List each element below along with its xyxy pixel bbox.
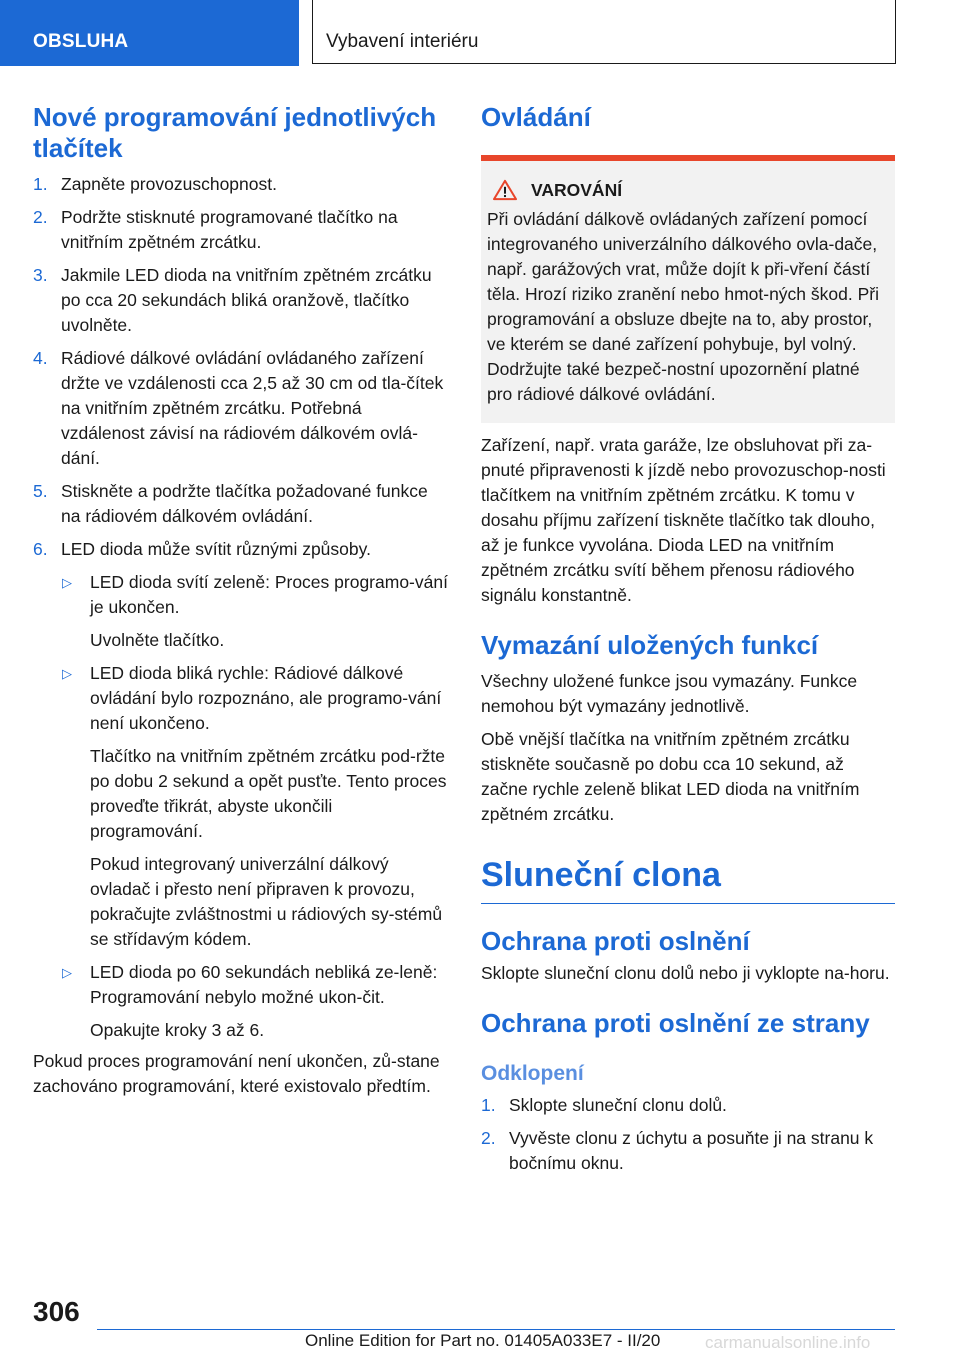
list-item (33, 537, 448, 1043)
glare-paragraph: Sklopte sluneční clonu dolů nebo ji vyklopte na‐horu. (481, 963, 890, 983)
list-item (61, 570, 448, 653)
led-states-list (61, 570, 448, 1043)
list-item (33, 479, 448, 529)
heading-sun-visor: Sluneční clona (481, 856, 721, 894)
heading-glare-protection: Ochrana proti oslnění (481, 926, 750, 956)
step-number: 4. (33, 348, 48, 368)
list-item (33, 346, 448, 471)
step-number: 1. (481, 1095, 496, 1115)
list-item (481, 1126, 895, 1176)
step-number: 6. (33, 539, 48, 559)
step-number: 2. (481, 1128, 496, 1148)
left-column (33, 102, 448, 1099)
list-item (61, 661, 448, 952)
step-text: Zapněte provozuschopnost. (61, 174, 277, 194)
sub-paragraph: Opakujte kroky 3 až 6. (90, 1020, 265, 1040)
control-paragraph: Zařízení, např. vrata garáže, lze obsluhovat při za‐pnuté připravenosti k jízdě nebo provozuschop‐nosti tlačítkem na vnitřním zpětném zrcátku. K tomu v dosahu příjmu zařízení tiskněte tlačítko tak dlouho, až je funkce vyvolána. Dioda LED na vnitřním zpětném zrcátku svítí během přenosu rádiového signálu konstantně. (481, 435, 886, 605)
step-number: 3. (33, 265, 48, 285)
warning-box (481, 161, 895, 423)
step-number: 1. (33, 174, 48, 194)
section-divider (481, 903, 895, 904)
warning-text: Při ovládání dálkově ovládaných zařízení pomocí integrovaného univerzálního dálkového ovla‐dače, např. garážových vrat, může dojít k při‐vření částí těla. Hrozí riziko zranění nebo hmot‐ných škod. Při programování a obsluze dbejte na to, aby prostor, ve kterém se dané zařízení pohybuje, byl volný. Dodržujte také bezpeč‐nostní upozornění platné pro rádiové dálkové ovládání. (487, 209, 879, 404)
heading-control: Ovládání (481, 102, 591, 132)
step-number: 2. (33, 207, 48, 227)
triangle-bullet-icon: ▷ (62, 666, 72, 681)
section-tab: OBSLUHA (0, 0, 299, 66)
step-text: Podržte stisknuté programované tlačítko na vnitřním zpětném zrcátku. (61, 207, 398, 252)
page-header (0, 0, 960, 68)
heading-side-glare: Ochrana proti oslnění ze strany (481, 1008, 870, 1038)
warning-label: VAROVÁNÍ (531, 179, 623, 200)
triangle-bullet-icon: ▷ (62, 575, 72, 590)
right-column (481, 102, 895, 1184)
step-text: Sklopte sluneční clonu dolů. (509, 1095, 727, 1115)
heading-reprogram-buttons: Nové programování jednotlivých tlačítek (33, 102, 437, 163)
step-text: Stiskněte a podržte tlačítka požadované funkce na rádiovém dálkovém ovládání. (61, 481, 428, 526)
step-text: Jakmile LED dioda na vnitřním zpětném zrcátku po cca 20 sekundách bliká oranžově, tlačítko uvolněte. (61, 265, 432, 335)
edition-info: Online Edition for Part no. 01405A033E7 - II/20 (305, 1331, 661, 1350)
list-item (33, 263, 448, 338)
delete-paragraph-2: Obě vnější tlačítka na vnitřním zpětném zrcátku stiskněte současně po dobu cca 10 sekund, až začne rychle zeleně blikat LED dioda na vnitřním zpětném zrcátku. (481, 729, 860, 824)
closing-paragraph: Pokud proces programování není ukončen, zů‐stane zachováno programování, které existovalo předtím. (33, 1051, 440, 1096)
list-item (33, 172, 448, 197)
sub-text: LED dioda po 60 sekundách nebliká ze‐leně: Programování nebylo možné ukon‐čit. (90, 962, 438, 1007)
list-item (61, 960, 448, 1043)
sub-text: LED dioda svítí zeleně: Proces programo‐vání je ukončen. (90, 572, 448, 617)
list-item (481, 1093, 895, 1118)
heading-delete-functions: Vymazání uložených funkcí (481, 630, 819, 660)
sub-text: LED dioda bliká rychle: Rádiové dálkové ovládání bylo rozpoznáno, ale programo‐vání není ukončeno. (90, 663, 442, 733)
page-number: 306 (33, 1296, 80, 1327)
step-text: LED dioda může svítit různými způsoby. (61, 539, 371, 559)
step-text: Vyvěste clonu z úchytu a posuňte ji na stranu k bočnímu oknu. (509, 1128, 874, 1173)
delete-paragraph-1: Všechny uložené funkce jsou vymazány. Funkce nemohou být vymazány jednotlivě. (481, 671, 858, 716)
sub-paragraph: Pokud integrovaný univerzální dálkový ovladač i přesto není připraven k provozu, pokračujte zvláštnostmi u rádiových sy‐stémů se střídavým kódem. (90, 854, 443, 949)
warning-title (487, 179, 889, 201)
sub-paragraph: Uvolněte tlačítko. (90, 630, 225, 650)
unfold-steps (481, 1093, 895, 1176)
watermark-site: carmanualsonline.info (705, 1333, 871, 1352)
step-number: 5. (33, 481, 48, 501)
triangle-bullet-icon: ▷ (62, 965, 72, 980)
step-text: Rádiové dálkové ovládání ovládaného zařízení držte ve vzdálenosti cca 2,5 až 30 cm od tla‐čítek na vnitřním zpětném zrcátku. Potřebná vzdálenost závisí na rádiovém dálkovém ovlá‐dání. (61, 348, 444, 468)
chapter-title: Vybavení interiéru (312, 0, 896, 64)
list-item (33, 205, 448, 255)
heading-unfold: Odklopení (481, 1062, 584, 1085)
sub-paragraph: Tlačítko na vnitřním zpětném zrcátku pod‐ržte po dobu 2 sekund a opět pusťte. Tento proces proveďte třikrát, abyste ukončili programování. (90, 746, 447, 841)
reprogram-steps (33, 172, 448, 1043)
footer-divider (97, 1329, 895, 1330)
warning-triangle-icon (491, 179, 519, 201)
